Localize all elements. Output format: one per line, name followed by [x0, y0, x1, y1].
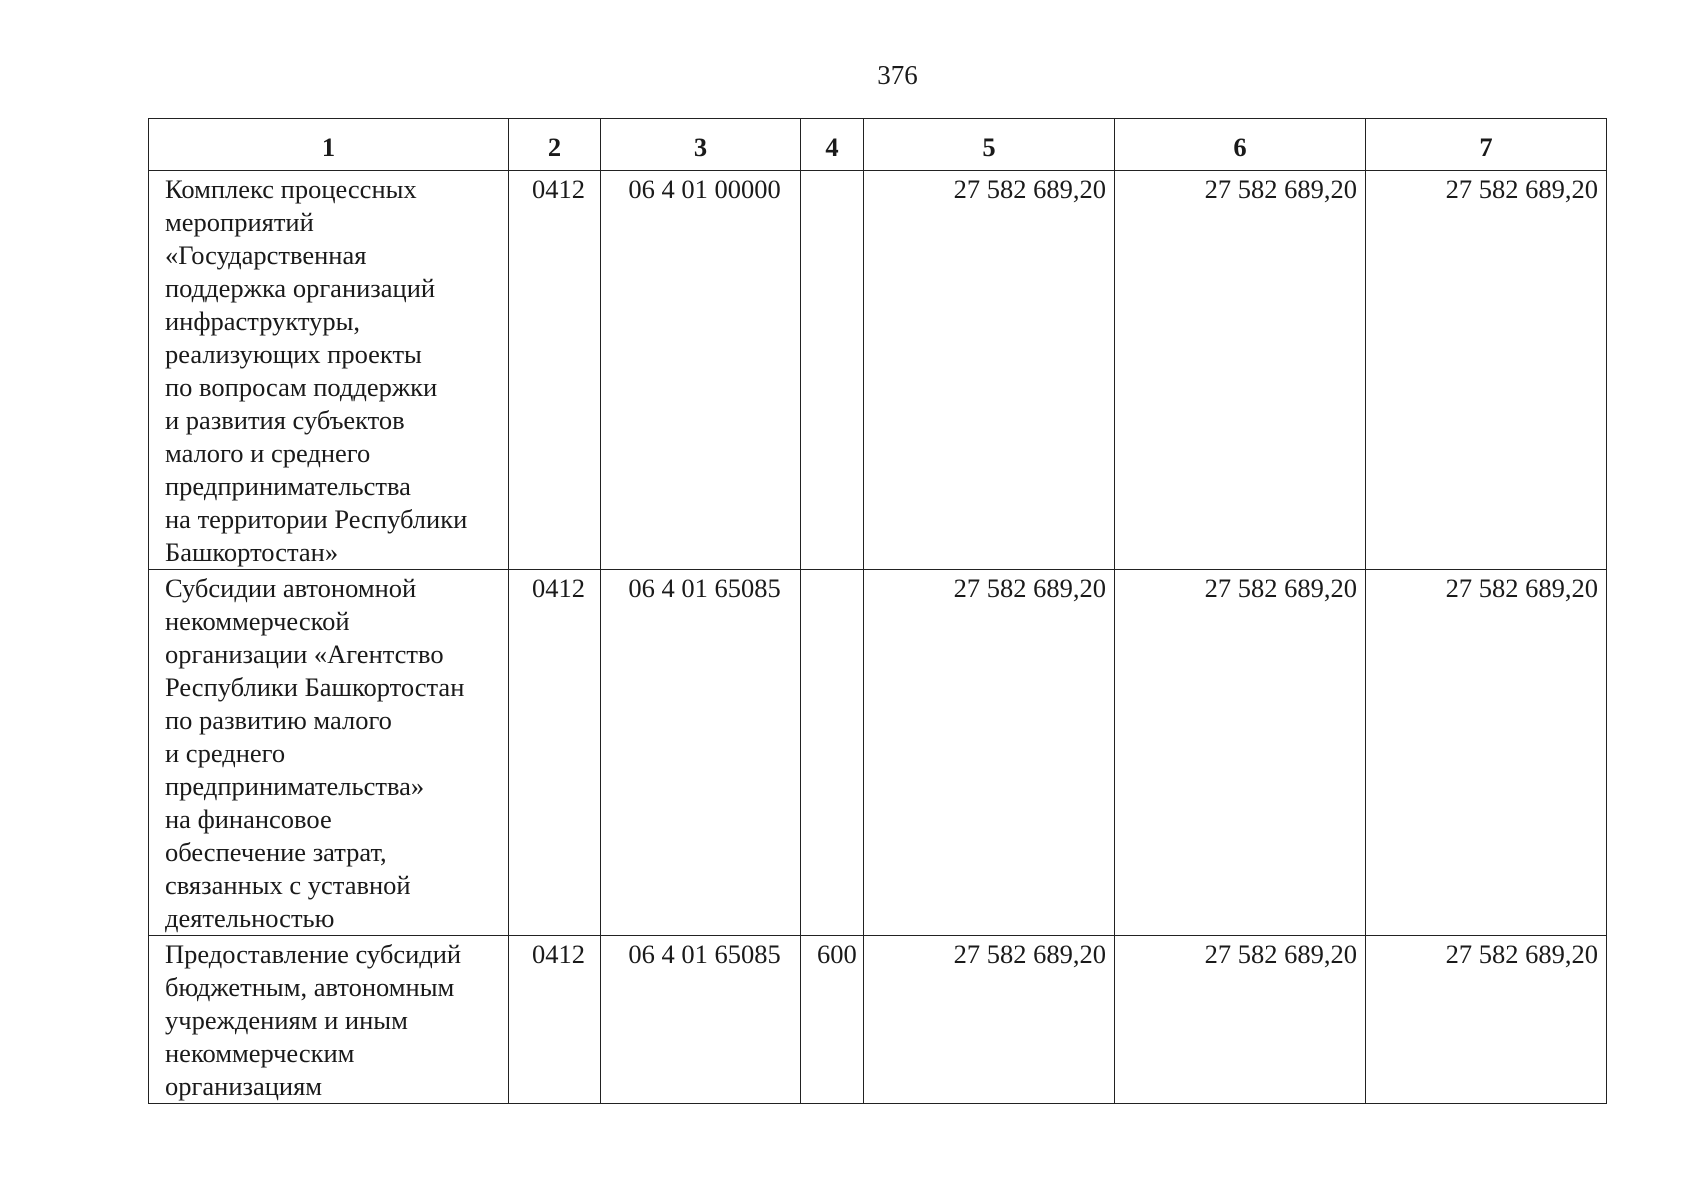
- row-expense-type: [801, 570, 864, 936]
- header-col-6: 6: [1115, 119, 1366, 171]
- table-row: [149, 570, 1607, 936]
- row-expense-type: [801, 171, 864, 570]
- row-amount-col5: 27 582 689,20: [864, 171, 1115, 570]
- row-section-code: 0412: [509, 171, 601, 570]
- row-amount-col6: 27 582 689,20: [1115, 171, 1366, 570]
- row-expense-type: 600: [801, 936, 864, 1104]
- row-amount-col7: 27 582 689,20: [1366, 936, 1607, 1104]
- row-name: Комплекс процессных мероприятий «Государственная поддержка организаций инфраструктуры, реализующих проекты по вопросам поддержки и развития субъектов малого и среднего предпринимательства на территории Республики Башкортостан»: [149, 171, 509, 570]
- row-section-code: 0412: [509, 936, 601, 1104]
- table-row: [149, 936, 1607, 1104]
- page-number: 376: [877, 60, 918, 90]
- row-amount-col6: 27 582 689,20: [1115, 570, 1366, 936]
- budget-table: [148, 118, 1607, 1104]
- header-col-2: 2: [509, 119, 601, 171]
- row-amount-col6: 27 582 689,20: [1115, 936, 1366, 1104]
- row-section-code: 0412: [509, 570, 601, 936]
- row-amount-col7: 27 582 689,20: [1366, 570, 1607, 936]
- table-row: [149, 171, 1607, 570]
- row-name: Предоставление субсидий бюджетным, автономным учреждениям и иным некоммерческим организациям: [149, 936, 509, 1104]
- header-col-1: 1: [149, 119, 509, 171]
- header-col-4: 4: [801, 119, 864, 171]
- row-target-code: 06 4 01 65085: [601, 936, 801, 1104]
- header-row: [149, 119, 1607, 171]
- header-col-7: 7: [1366, 119, 1607, 171]
- row-target-code: 06 4 01 00000: [601, 171, 801, 570]
- header-col-3: 3: [601, 119, 801, 171]
- row-target-code: 06 4 01 65085: [601, 570, 801, 936]
- row-amount-col7: 27 582 689,20: [1366, 171, 1607, 570]
- header-col-5: 5: [864, 119, 1115, 171]
- row-amount-col5: 27 582 689,20: [864, 570, 1115, 936]
- row-name: Субсидии автономной некоммерческой организации «Агентство Республики Башкортостан по развитию малого и среднего предпринимательства» на финансовое обеспечение затрат, связанных с уставной деятельностью: [149, 570, 509, 936]
- row-amount-col5: 27 582 689,20: [864, 936, 1115, 1104]
